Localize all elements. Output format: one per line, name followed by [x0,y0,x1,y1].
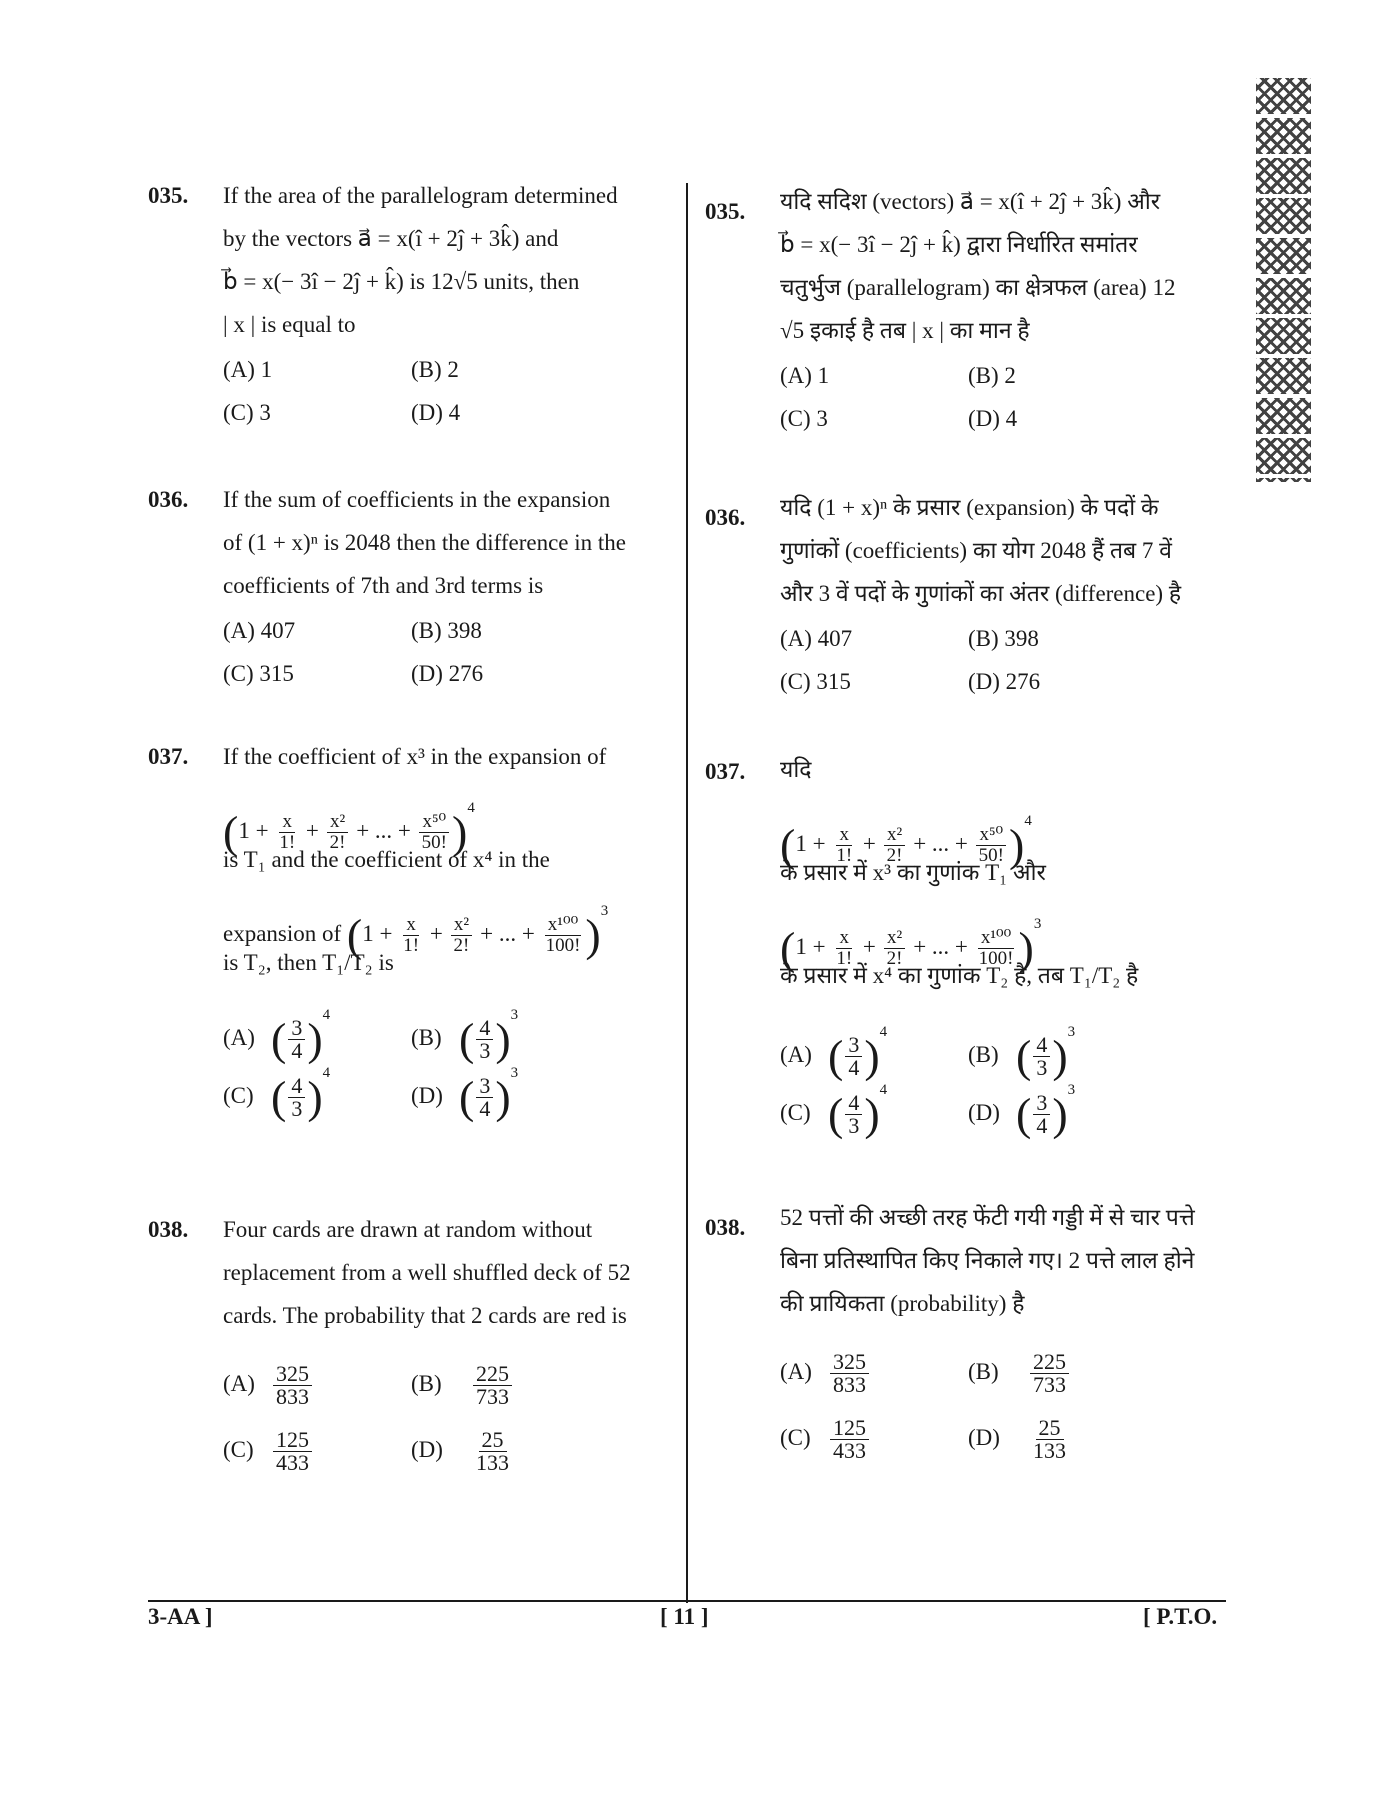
question-text-line: cards. The probability that 2 cards are red is [223,1303,627,1328]
decorative-border-ornament [1256,78,1311,482]
option-b[interactable]: (B) 2 [411,357,459,382]
question-text-line: के प्रसार में x⁴ का गुणांक T₂ है, तब T₁/T₂ है [780,963,1139,988]
page-number: [ 11 ] [660,1604,709,1629]
option-d[interactable]: (D) ( $\frac{3}{4}$ )$^3$ [968,1082,1076,1140]
option-c[interactable]: (C) 315 [223,661,294,686]
question-number: 038. [705,1215,746,1240]
question-text-line: b⃗ = x(− 3î − 2ĵ + k̂) is 12√5 units, then [223,269,580,294]
question-text-line: by the vectors a⃗ = x(î + 2ĵ + 3k̂) and [223,226,559,251]
option-a[interactable]: (A) 1 [223,357,273,382]
option-c[interactable]: (C) ( $\frac{4}{3}$ )$^4$ [780,1082,888,1140]
question-text-line: यदि (1 + x)ⁿ के प्रसार (expansion) के पदों के [780,495,1159,520]
option-b[interactable]: (B) $\frac{225}{733}$ [968,1339,1071,1405]
option-d[interactable]: (D) 4 [411,400,461,425]
booklet-code: 3-AA ] [148,1604,213,1629]
footer-rule [148,1600,1226,1602]
column-divider [686,183,688,1603]
question-text-line: √5 इकाई है तब | x | का मान है [780,318,1030,343]
question-text-line: is T₂, then T₁/T₂ is [223,950,394,975]
question-text-line: बिना प्रतिस्थापित किए निकाले गए। 2 पत्ते लाल होने [780,1248,1195,1273]
question-number: 037. [705,759,746,784]
question-text-line: If the area of the parallelogram determined [223,183,618,208]
option-a[interactable]: (A) ( $\frac{3}{4}$ )$^4$ [223,1007,331,1065]
option-c[interactable]: (C) 3 [223,400,271,425]
option-d[interactable]: (D) $\frac{25}{133}$ [411,1427,509,1476]
option-d[interactable]: (D) 276 [968,669,1041,694]
question-text-line: की प्रायिकता (probability) है [780,1291,1025,1316]
option-b[interactable]: (B) $\frac{225}{733}$ [411,1351,514,1417]
question-number: 036. [705,505,746,530]
question-text-line: गुणांकों (coefficients) का योग 2048 हैं तब 7 वें [780,538,1172,563]
question-text-line: b⃗ = x(− 3î − 2ĵ + k̂) द्वारा निर्धारित समांतर [780,232,1138,257]
question-text-line: of (1 + x)ⁿ is 2048 then the difference in the [223,530,627,555]
question-text-line: चतुर्भुज (parallelogram) का क्षेत्रफल (area) 12 [780,275,1176,300]
option-c[interactable]: (C) 315 [780,669,851,694]
question-text-line: | x | is equal to [223,312,356,337]
please-turn-over: [ P.T.O. [1143,1604,1218,1629]
option-d[interactable]: (D) ( $\frac{3}{4}$ )$^3$ [411,1065,519,1123]
option-d[interactable]: (D) $\frac{25}{133}$ [968,1415,1066,1464]
option-d[interactable]: (D) 4 [968,406,1018,431]
question-number: 035. [705,199,746,224]
option-c[interactable]: (C) ( $\frac{4}{3}$ )$^4$ [223,1065,331,1123]
option-b[interactable]: (B) ( $\frac{4}{3}$ )$^3$ [411,1007,519,1065]
option-a[interactable]: (A) $\frac{325}{833}$ [223,1351,314,1417]
question-text-line: और 3 वें पदों के गुणांकों का अंतर (difference) है [780,581,1182,606]
question-text-line: If the sum of coefficients in the expansion [223,487,611,512]
question-number: 036. [148,487,189,512]
option-a[interactable]: (A) 407 [223,618,296,643]
question-number: 037. [148,744,189,769]
option-c[interactable]: (C) $\frac{125}{433}$ [223,1417,314,1483]
option-b[interactable]: (B) 2 [968,363,1016,388]
question-text-line: Four cards are drawn at random without [223,1217,593,1242]
expansion-expression-2: expansion of (1 + $\frac{x}{1!}$ + $\frac{\text{x²}}{2!}$ + ... + $\frac{\text{x¹⁰⁰}}{100!}$ )$^3$ [223,903,609,961]
question-text-line: 52 पत्तों की अच्छी तरह फेंटी गयी गड्डी में से चार पत्ते [780,1205,1195,1230]
option-c[interactable]: (C) $\frac{125}{433}$ [780,1405,871,1471]
question-number: 035. [148,183,189,208]
option-b[interactable]: (B) 398 [411,618,482,643]
expansion-expression-1: (1 + $\frac{x}{1!}$ + $\frac{\text{x²}}{2!}$ + ... + $\frac{\text{x⁵⁰}}{50!}$ )$^4$ [780,813,1032,871]
question-text-line: यदि [780,757,812,782]
question-text-line: is T₁ and the coefficient of x⁴ in the [223,847,550,872]
question-text-line: के प्रसार में x³ का गुणांक T₁ और [780,860,1046,885]
question-text-line: replacement from a well shuffled deck of 52 [223,1260,631,1285]
option-c[interactable]: (C) 3 [780,406,828,431]
expansion-expression-1: (1 + $\frac{x}{1!}$ + $\frac{\text{x²}}{2!}$ + ... + $\frac{\text{x⁵⁰}}{50!}$ )$^4$ [223,800,475,858]
expansion-expression-2: (1 + $\frac{x}{1!}$ + $\frac{\text{x²}}{2!}$ + ... + $\frac{\text{x¹⁰⁰}}{100!}$ )$^3$ [780,916,1042,974]
question-text-line: यदि सदिश (vectors) a⃗ = x(î + 2ĵ + 3k̂) और [780,189,1161,214]
option-b[interactable]: (B) 398 [968,626,1039,651]
question-text-line: If the coefficient of x³ in the expansion of [223,744,607,769]
question-text-line: coefficients of 7th and 3rd terms is [223,573,544,598]
option-d[interactable]: (D) 276 [411,661,484,686]
option-a[interactable]: (A) 407 [780,626,853,651]
option-a[interactable]: (A) ( $\frac{3}{4}$ )$^4$ [780,1024,888,1082]
option-a[interactable]: (A) 1 [780,363,830,388]
option-a[interactable]: (A) $\frac{325}{833}$ [780,1339,871,1405]
option-b[interactable]: (B) ( $\frac{4}{3}$ )$^3$ [968,1024,1076,1082]
question-number: 038. [148,1217,189,1242]
